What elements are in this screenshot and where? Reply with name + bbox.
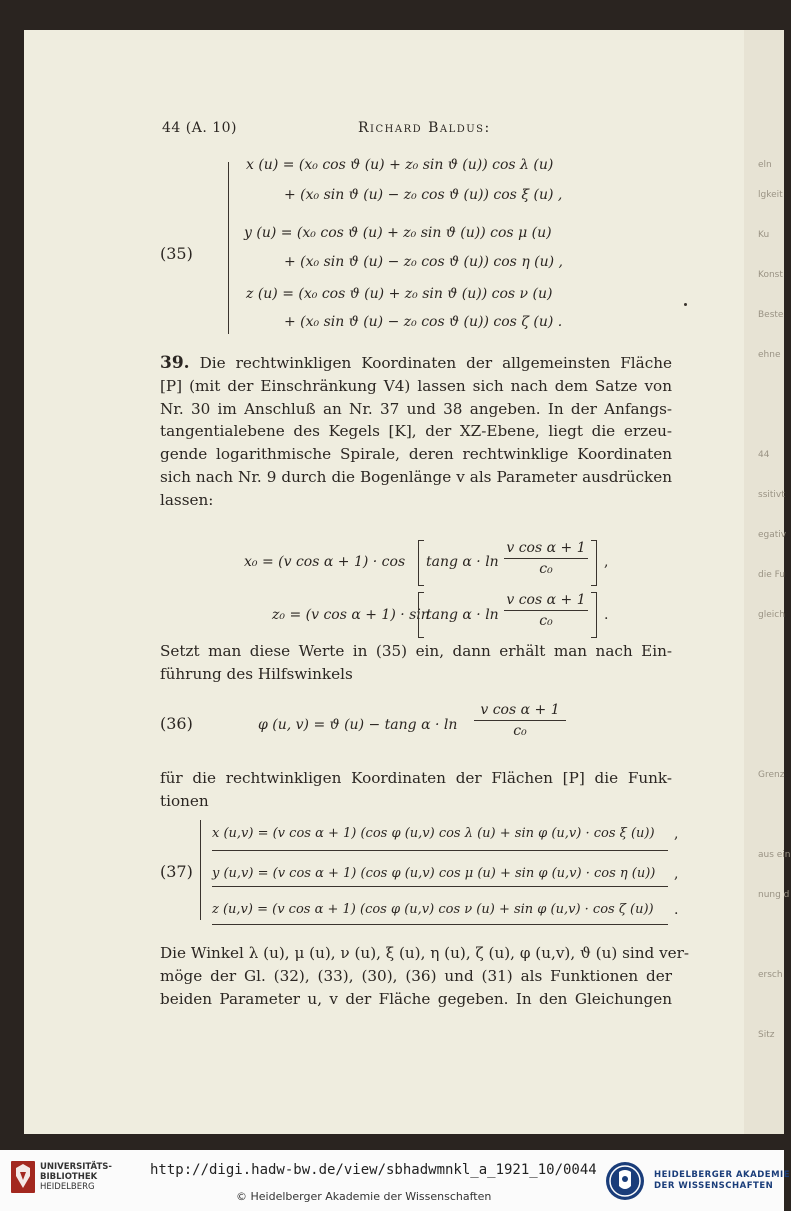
paragraph-setzt-line-1: Setzt man diese Werte in (35) ein, dann erhält man nach Ein- xyxy=(160,642,672,660)
page-reference: 44 (A. 10) xyxy=(162,120,238,136)
fraction-bar xyxy=(474,720,566,721)
equation-35-line-1: x (u) = (x₀ cos ϑ (u) + z₀ sin ϑ (u)) cos λ (u) xyxy=(246,157,554,173)
print-speck xyxy=(684,303,687,306)
copyright-notice: © Heidelberger Akademie der Wissenschaften xyxy=(236,1190,492,1203)
brace-35 xyxy=(228,162,229,334)
equation-37-tail-1: , xyxy=(674,826,679,842)
equation-z0-lhs: z₀ = (v cos α + 1) · sin xyxy=(272,607,430,623)
equation-37-tail-3: . xyxy=(674,902,679,918)
fraction-z0-numerator: v cos α + 1 xyxy=(506,592,586,608)
equation-35-line-2: + (x₀ sin ϑ (u) − z₀ cos ϑ (u)) cos ξ (u) , xyxy=(284,187,563,203)
paragraph-winkel xyxy=(160,942,690,1010)
fraction-z0-denominator: c₀ xyxy=(539,613,553,629)
paragraph-39 xyxy=(160,352,672,512)
bracket-right-x0 xyxy=(591,540,597,586)
paragraph-setzt-line-2: führung des Hilfswinkels xyxy=(160,664,353,683)
bracket-left-x0 xyxy=(418,540,424,586)
fraction-36-denominator: c₀ xyxy=(513,723,527,739)
section-number: 39. xyxy=(160,353,190,373)
equation-37-line-2: y (u,v) = (v cos α + 1) (cos φ (u,v) cos μ (u) + sin φ (u,v) · cos η (u)) xyxy=(212,866,656,881)
paragraph-39-line-2: [P] (mit der Einschränkung V4) lassen sich nach dem Satze von xyxy=(160,376,672,395)
adjacent-page-edge: eln lgkeit Ku Konst Beste ehne 44 ssitivt egativ die Fu gleich Grenz aus ein nung d ersch Sitz xyxy=(744,30,784,1134)
document-url-link[interactable]: http://digi.hadw-bw.de/view/sbhadwmnkl_a_1921_10/0044 xyxy=(150,1162,597,1178)
paragraph-setzt xyxy=(160,640,672,686)
fraction-36 xyxy=(474,702,566,739)
paragraph-39-line-7: lassen: xyxy=(160,490,214,509)
paragraph-39-line-4: tangentialebene des Kegels [K], der XZ-Ebene, liegt die erzeu- xyxy=(160,422,672,441)
bracket-right-z0 xyxy=(591,592,597,638)
equation-z0-tail: . xyxy=(604,607,609,623)
underline-37-2 xyxy=(212,886,668,887)
equation-37-tail-2: , xyxy=(674,866,679,882)
paragraph-39-line-3: Nr. 30 im Anschluß an Nr. 37 und 38 angeben. In der Anfangs- xyxy=(160,399,672,418)
equation-label-37: (37) xyxy=(160,862,193,881)
equation-37-line-3: z (u,v) = (v cos α + 1) (cos φ (u,v) cos ν (u) + sin φ (u,v) · cos ζ (u)) xyxy=(212,902,654,917)
academy-name: HEIDELBERGER AKADEMIE DER WISSENSCHAFTEN xyxy=(654,1170,791,1191)
underline-37-3 xyxy=(212,924,668,925)
equation-36-lhs: φ (u, v) = ϑ (u) − tang α · ln xyxy=(258,717,458,733)
paragraph-39-line-1: 39. Die rechtwinkligen Koordinaten der allgemeinsten Fläche xyxy=(160,353,672,373)
equation-35-line-5: z (u) = (x₀ cos ϑ (u) + z₀ sin ϑ (u)) cos ν (u) xyxy=(246,286,553,302)
paragraph-fuer-line-1: für die rechtwinkligen Koordinaten der Flächen [P] die Funk- xyxy=(160,769,672,787)
university-seal-icon xyxy=(10,1160,36,1194)
fraction-x0-denominator: c₀ xyxy=(539,561,553,577)
paragraph-39-line-5: gende logarithmische Spirale, deren rechtwinklige Koordinaten xyxy=(160,445,672,464)
equation-35-line-3: y (u) = (x₀ cos ϑ (u) + z₀ sin ϑ (u)) cos μ (u) xyxy=(244,225,552,241)
equation-35-line-6: + (x₀ sin ϑ (u) − z₀ cos ϑ (u)) cos ζ (u) . xyxy=(284,314,563,330)
fraction-x0 xyxy=(504,540,588,577)
equation-z0-inner: tang α · ln xyxy=(426,607,499,623)
fraction-bar xyxy=(504,558,588,559)
academy-logo[interactable] xyxy=(604,1160,791,1206)
paragraph-fuer-line-2: tionen xyxy=(160,791,209,810)
paragraph-winkel-line-3: beiden Parameter u, v der Fläche gegeben. In den Gleichungen xyxy=(160,989,672,1008)
running-author: Richard Baldus: xyxy=(358,120,491,136)
equation-x0-lhs: x₀ = (v cos α + 1) · cos xyxy=(244,554,406,570)
fraction-36-numerator: v cos α + 1 xyxy=(480,702,560,718)
equation-35-line-4: + (x₀ sin ϑ (u) − z₀ cos ϑ (u)) cos η (u) , xyxy=(284,254,563,270)
equation-x0-tail: , xyxy=(604,554,609,570)
university-library-name: UNIVERSITÄTS- BIBLIOTHEK HEIDELBERG xyxy=(40,1162,112,1192)
fraction-z0 xyxy=(504,592,588,629)
fraction-bar xyxy=(504,610,588,611)
underline-37-1 xyxy=(212,850,668,851)
university-library-logo[interactable] xyxy=(10,1160,112,1198)
fraction-x0-numerator: v cos α + 1 xyxy=(506,540,586,556)
academy-emblem-icon xyxy=(604,1160,646,1202)
equation-37-line-1: x (u,v) = (v cos α + 1) (cos φ (u,v) cos λ (u) + sin φ (u,v) · cos ξ (u)) xyxy=(212,826,655,841)
bracket-left-z0 xyxy=(418,592,424,638)
paragraph-39-line-6: sich nach Nr. 9 durch die Bogenlänge v als Parameter ausdrücken xyxy=(160,467,672,486)
equation-label-35: (35) xyxy=(160,244,193,263)
equation-label-36: (36) xyxy=(160,714,193,733)
paragraph-winkel-line-1: Die Winkel λ (u), μ (u), ν (u), ξ (u), η (u), ζ (u), φ (u,v), ϑ (u) sind ver- xyxy=(160,944,690,962)
paragraph-winkel-line-2: möge der Gl. (32), (33), (30), (36) und (31) als Funktionen der xyxy=(160,966,672,985)
paragraph-fuer xyxy=(160,767,672,813)
brace-37 xyxy=(200,820,201,920)
equation-x0-inner: tang α · ln xyxy=(426,554,499,570)
